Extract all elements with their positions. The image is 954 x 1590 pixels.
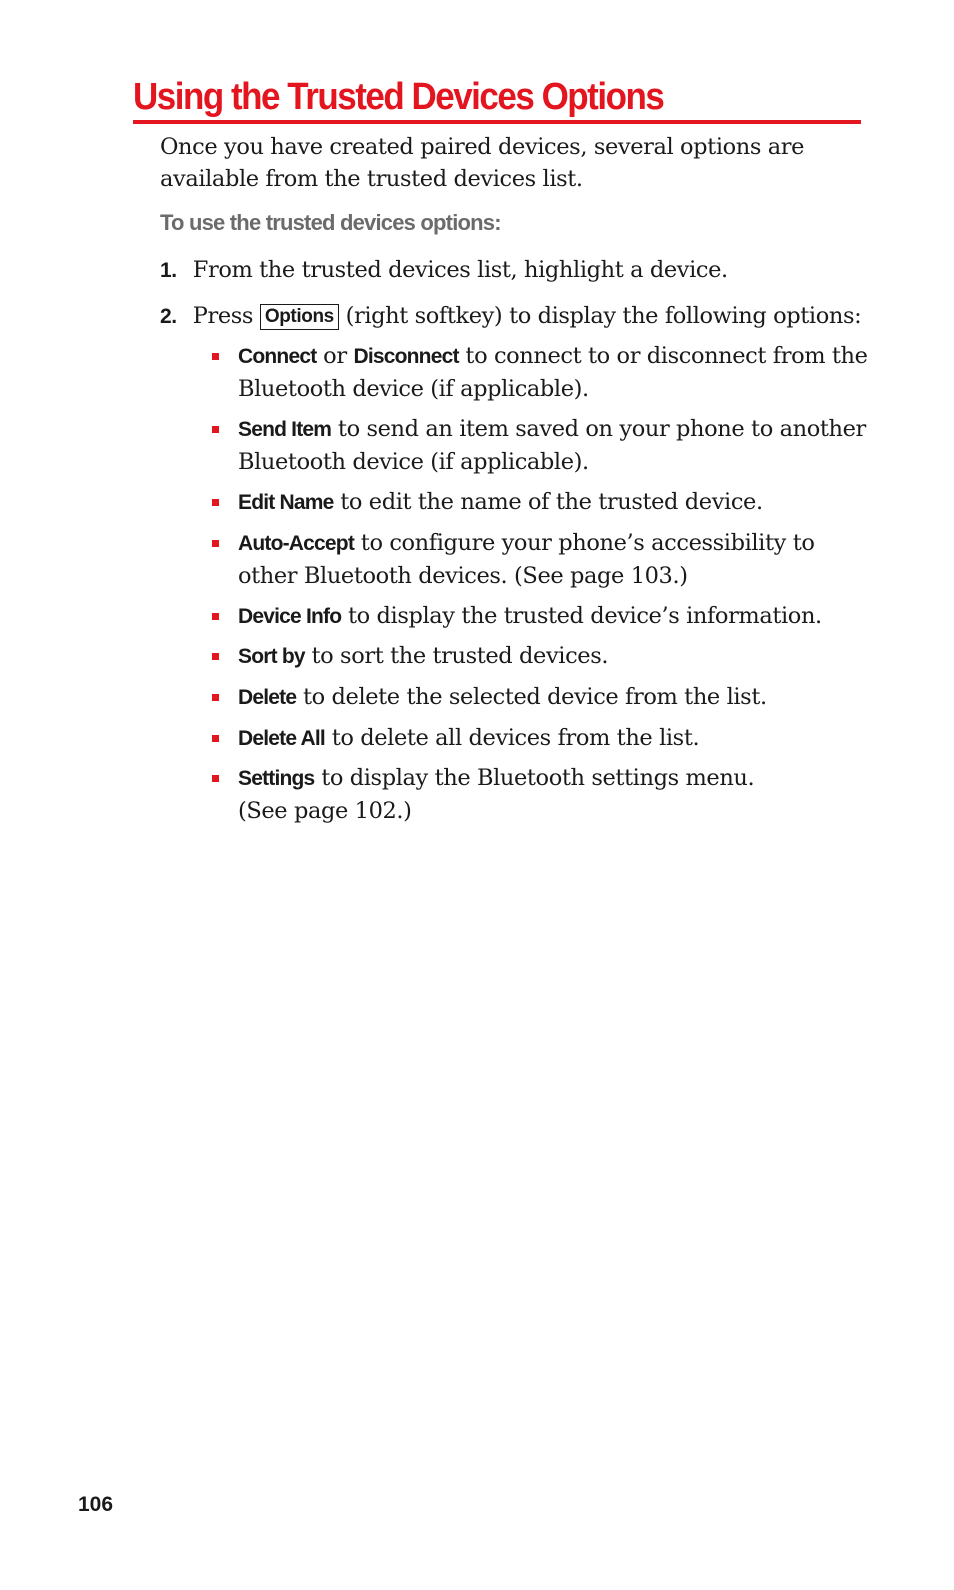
option-delete bbox=[212, 681, 872, 714]
bullet-icon bbox=[212, 694, 219, 701]
option-send-item bbox=[212, 413, 872, 478]
bullet-icon bbox=[212, 653, 219, 660]
option-keyword: Sort by bbox=[238, 645, 305, 668]
option-text: to delete all devices from the list. bbox=[331, 725, 700, 751]
option-keyword: Delete bbox=[238, 686, 297, 709]
option-text-continued: (See page 102.) bbox=[238, 798, 412, 824]
option-keyword: Auto-Accept bbox=[238, 532, 355, 555]
step-2 bbox=[160, 300, 880, 333]
option-auto-accept bbox=[212, 527, 872, 592]
option-text: to edit the name of the trusted device. bbox=[340, 489, 763, 515]
option-settings bbox=[212, 762, 872, 827]
option-text: to display the Bluetooth settings menu. bbox=[321, 765, 755, 791]
option-sort-by bbox=[212, 640, 872, 673]
bullet-icon bbox=[212, 426, 219, 433]
option-text: to delete the selected device from the list. bbox=[303, 684, 767, 710]
option-keyword: Delete All bbox=[238, 727, 325, 750]
bullet-icon bbox=[212, 499, 219, 506]
page-title: Using the Trusted Devices Options bbox=[133, 76, 664, 118]
step-text-after: (right softkey) to display the following options: bbox=[345, 303, 862, 329]
step-text: From the trusted devices list, highlight a device. bbox=[192, 257, 728, 283]
option-delete-all bbox=[212, 722, 872, 755]
option-keyword: Edit Name bbox=[238, 491, 334, 514]
title-rule bbox=[133, 120, 861, 124]
options-softkey: Options bbox=[260, 304, 339, 330]
step-text-before: Press bbox=[192, 303, 254, 329]
option-conjunction: or bbox=[323, 343, 347, 369]
option-keyword: Send Item bbox=[238, 418, 332, 441]
intro-paragraph: Once you have created paired devices, several options are available from the trusted devices list. bbox=[160, 134, 805, 192]
option-text: to display the trusted device’s information. bbox=[348, 603, 822, 629]
option-text: to configure your phone’s accessibility to other Bluetooth devices. (See page 103.) bbox=[238, 530, 815, 589]
option-keyword: Connect bbox=[238, 345, 317, 368]
option-keyword: Disconnect bbox=[353, 345, 459, 368]
bullet-icon bbox=[212, 775, 219, 782]
step-number: 1. bbox=[160, 259, 177, 282]
option-keyword: Settings bbox=[238, 767, 315, 790]
option-edit-name bbox=[212, 486, 872, 519]
bullet-icon bbox=[212, 353, 219, 360]
option-text: to send an item saved on your phone to another Bluetooth device (if applicable). bbox=[238, 416, 866, 475]
step-number: 2. bbox=[160, 305, 177, 328]
bullet-icon bbox=[212, 613, 219, 620]
bullet-icon bbox=[212, 540, 219, 547]
page-number: 106 bbox=[78, 1493, 114, 1516]
procedure-heading: To use the trusted devices options: bbox=[160, 210, 501, 235]
step-1 bbox=[160, 254, 880, 287]
option-text: to connect to or disconnect from the Bluetooth device (if applicable). bbox=[238, 343, 868, 402]
bullet-icon bbox=[212, 735, 219, 742]
option-device-info bbox=[212, 600, 872, 633]
option-connect bbox=[212, 340, 872, 405]
option-text: to sort the trusted devices. bbox=[311, 643, 609, 669]
option-keyword: Device Info bbox=[238, 605, 342, 628]
